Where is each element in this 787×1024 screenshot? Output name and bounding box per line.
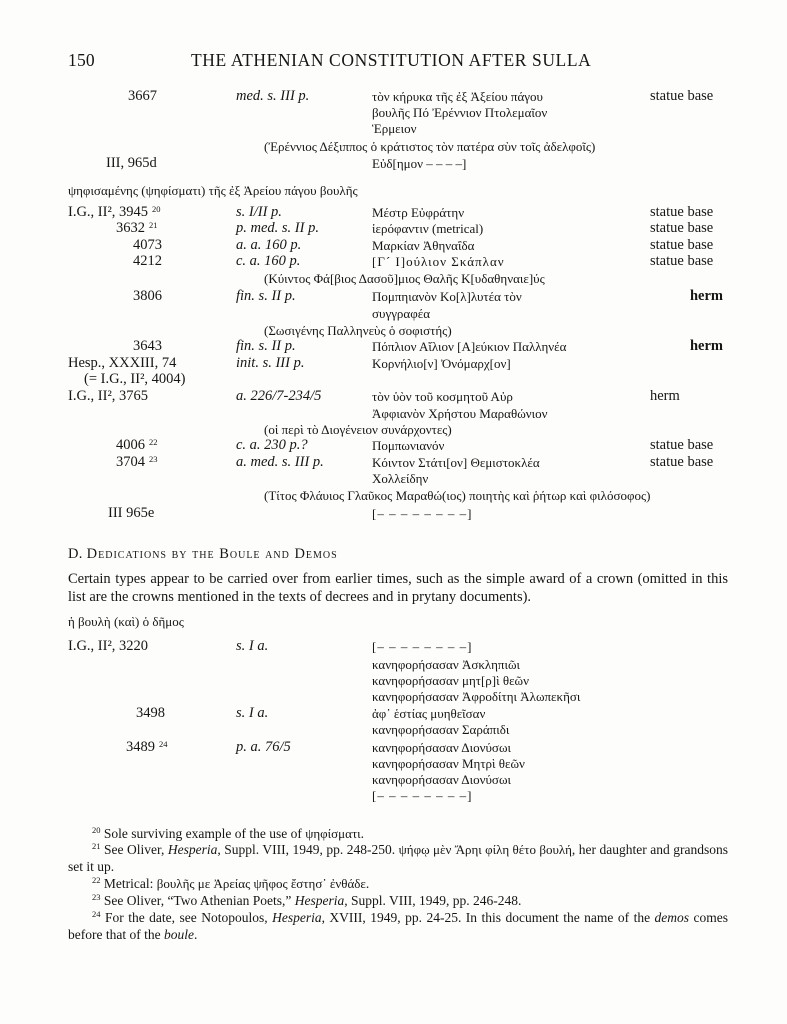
entry-row [0, 688, 787, 705]
section-paragraph: Certain types appear to be carried over from earlier times, such as the simple award of a crown (omitted in this list are the crowns mentioned in the texts of decrees and in prytany documents). [68, 571, 728, 605]
entry-row [0, 138, 787, 155]
inscription-ref: 4212 [133, 253, 162, 269]
date-range: a. a. 160 p. [236, 237, 302, 253]
greek-text: κανηφορήσασαν μητ[ρ]ὶ θεῶν [372, 673, 529, 688]
inscription-ref: I.G., II², 3220 [68, 638, 149, 654]
monument-type: herm [689, 288, 723, 304]
running-title: THE ATHENIAN CONSTITUTION AFTER SULLA [191, 50, 592, 70]
subheading-psephismati: ψηφισαμένης (ψηφίσματι) τῆς ἐξ Ἀρείου πάγου βουλῆς [68, 183, 358, 198]
greek-text: κανηφορήσασαν Ἀφροδίτηι Ἀλωπεκῆσι [372, 689, 581, 704]
entry-row [0, 355, 787, 372]
inscription-ref: Hesp., XXXIII, 74 [68, 355, 177, 371]
footnote [68, 906, 728, 943]
greek-text: Εὐδ[ημον – – – –] [372, 156, 467, 171]
inscription-ref: 3632 [116, 220, 145, 236]
entry-row [0, 155, 787, 172]
footnote-text: , Suppl. VIII, 1949, pp. 246-248. [344, 893, 522, 908]
entry-row [0, 388, 787, 405]
entry-row [0, 120, 787, 137]
footnote-text: Hesperia [294, 893, 345, 908]
monument-type: statue base [650, 237, 714, 253]
greek-text: κανηφορήσασαν Διονύσωι [372, 772, 511, 787]
date-range: a. 226/7-234/5 [236, 388, 322, 404]
footnote-text: . [360, 826, 365, 841]
date-range: c. a. 160 p. [236, 253, 301, 269]
inscription-ref: 3806 [133, 288, 162, 304]
date-range: fin. s. II p. [236, 288, 296, 304]
greek-text: [– – – – – – – –] [372, 639, 473, 654]
footnote-text: Hesperia [272, 910, 322, 925]
greek-text: κανηφορήσασαν Διονύσωι [372, 740, 511, 755]
footnote-text: For the date, see Notopoulos, [104, 910, 273, 925]
footnote-mark: 24 [92, 909, 101, 919]
footnote-mark: 22 [92, 875, 101, 885]
footnote [68, 838, 728, 875]
entry-row [0, 755, 787, 772]
entry-row [0, 421, 787, 438]
footnote-ref: 21 [149, 220, 158, 230]
greek-text: κανηφορήσασαν Ἀσκληπιῶι [372, 657, 521, 672]
entry-row [0, 305, 787, 322]
dedicator-line: (Τίτος Φλάυιος Γλαῦκος Μαραθώ(ιος) ποιητὴς καὶ ῥήτωρ καὶ φιλόσοφος) [264, 488, 651, 503]
monument-type: statue base [650, 88, 714, 104]
date-range: p. med. s. II p. [236, 220, 319, 236]
monument-type: herm [650, 388, 680, 404]
greek-text: [Γ´ Ι]ούλιον Σκάπλαν [372, 254, 505, 269]
greek-text: συγγραφέα [372, 306, 431, 321]
greek-text: Ἀφφιανὸν Χρήστου Μαραθώνιον [372, 406, 548, 421]
monument-type: statue base [650, 437, 714, 453]
footnote-ref: 23 [149, 454, 158, 464]
entry-row [0, 437, 787, 454]
greek-text: ἱερόφαντιν (metrical) [372, 221, 484, 236]
inscription-ref: 3498 [136, 705, 165, 721]
greek-text: Μέστρ Εὐφράτην [372, 205, 465, 220]
entry-row [0, 253, 787, 270]
greek-text: Κόιντον Στάτι[ον] Θεμιστοκλέα [372, 455, 540, 470]
entry-row [0, 487, 787, 504]
entry-row [0, 270, 787, 287]
footnote-text: βουλῆς με Ἀρείας ψῆφος ἔστησ᾽ ἐνθάδε [156, 876, 366, 891]
inscription-ref: III 965e [108, 505, 155, 521]
greek-text: τὸν ὑὸν τοῦ κοσμητοῦ Αὐρ [372, 389, 513, 404]
greek-text: Πομπωνιανόν [372, 438, 445, 453]
footnote-mark: 21 [92, 841, 101, 851]
greek-text: Πομπηιανὸν Κο[λ]λυτέα τὸν [372, 289, 522, 304]
entry-row [0, 322, 787, 339]
greek-text: Μαρκίαν Ἀθηναΐδα [372, 238, 475, 253]
dedicator-line: (οἱ περὶ τὸ Διογένειον συνάρχοντες) [264, 422, 452, 437]
inscription-ref: 4006 [116, 437, 145, 453]
entry-row [0, 88, 787, 105]
entry-row [0, 705, 787, 722]
entry-row [0, 371, 787, 388]
footnote-text: See Oliver, “Two Athenian Poets,” [103, 893, 295, 908]
footnote-ref: 20 [152, 204, 161, 214]
footnote-text: . [365, 876, 370, 891]
greek-text: κανηφορήσασαν Μητρὶ θεῶν [372, 756, 525, 771]
footnote-text: Metrical: [103, 876, 157, 891]
footnote-text: Hesperia [167, 842, 218, 857]
monument-type: statue base [650, 220, 714, 236]
footnote-text: See Oliver, [104, 842, 168, 857]
footnote-text: , XVIII, 1949, pp. 24-25. In this document the name of the [321, 910, 655, 925]
monument-type: statue base [650, 454, 714, 470]
date-range: init. s. III p. [236, 355, 305, 371]
date-range: s. I/II p. [236, 204, 282, 220]
inscription-ref: (= I.G., II², 4004) [84, 371, 186, 387]
footnote-text: , her daughter and grandsons set it up. [68, 842, 728, 874]
date-range: c. a. 230 p.? [236, 437, 308, 453]
footnote-mark: 20 [92, 825, 101, 835]
greek-text: κανηφορήσασαν Σαράπιδι [372, 722, 510, 737]
page-number: 150 [68, 50, 95, 70]
section-letter: D. [68, 546, 83, 562]
section-heading [68, 546, 338, 563]
date-range: a. med. s. III p. [236, 454, 324, 470]
greek-text: ἀφ᾽ ἑστίας μυηθεῖσαν [372, 706, 486, 721]
entry-row [0, 739, 787, 756]
greek-text: Πόπλιον Αἴλιον [Α]εύκιον Παλληνέα [372, 339, 567, 354]
entry-row [0, 721, 787, 738]
entry-row [0, 787, 787, 804]
date-range: med. s. III p. [236, 88, 310, 104]
inscription-ref: 4073 [133, 237, 162, 253]
dedicator-line: (Κύιντος Φά[βιος Δασοῦ]μιος Θαλῆς Κ[υδαθηναιε]ύς [264, 271, 545, 286]
footnote-text: comes before that of the [68, 910, 729, 942]
date-range: s. I a. [236, 638, 269, 654]
footnote-mark: 23 [92, 892, 101, 902]
inscription-ref: 3489 [126, 739, 155, 755]
greek-text: Ἑρμειον [372, 121, 417, 136]
date-range: s. I a. [236, 705, 269, 721]
footnote-text: Sole surviving example of the use of [103, 826, 306, 841]
footnote-text: , Suppl. VIII, 1949, pp. 248-250. [217, 842, 399, 857]
footnote-text: ψηφίσματι [305, 826, 361, 841]
greek-text: Χολλείδην [372, 471, 429, 486]
entry-row [0, 204, 787, 221]
inscription-ref: 3667 [128, 88, 157, 104]
entry-row [0, 638, 787, 655]
entry-row [0, 338, 787, 355]
monument-type: statue base [650, 204, 714, 220]
inscription-ref: III, 965d [106, 155, 157, 171]
entry-row [0, 220, 787, 237]
monument-type: statue base [650, 253, 714, 269]
subheading-boule-demos: ἡ βουλὴ (καὶ) ὁ δῆμος [68, 614, 184, 629]
entry-row [0, 771, 787, 788]
monument-type: herm [689, 338, 723, 354]
footnote-text: . [193, 927, 198, 942]
inscription-ref: 3704 [116, 454, 145, 470]
dedicator-line: (Ἐρέννιος Δέξιππος ὁ κράτιστος τὸν πατέρα σὺν τοῖς ἀδελφοῖς) [264, 139, 596, 154]
footnote-ref: 22 [149, 437, 158, 447]
greek-text: Κορνήλιο[ν] Ὀνόμαρχ[ον] [372, 356, 511, 371]
entry-row [0, 470, 787, 487]
entry-row [0, 104, 787, 121]
entry-row [0, 505, 787, 522]
entry-row [0, 237, 787, 254]
footnote-text: boule [163, 927, 194, 942]
greek-text: τὸν κήρυκα τῆς ἐξ Ἀξείου πάγου [372, 89, 543, 104]
footnote-ref: 24 [159, 739, 168, 749]
dedicator-line: (Σωσιγένης Παλληνεὺς ὁ σοφιστής) [264, 323, 452, 338]
inscription-ref: I.G., II², 3765 [68, 388, 149, 404]
entry-row [0, 672, 787, 689]
inscription-ref: I.G., II², 3945 [68, 204, 149, 220]
entry-row [0, 288, 787, 305]
date-range: fin. s. II p. [236, 338, 296, 354]
greek-text: βουλῆς Πό Ἐρέννιον Πτολεμαῖον [372, 105, 548, 120]
entry-row [0, 656, 787, 673]
entry-row [0, 405, 787, 422]
entry-row [0, 454, 787, 471]
greek-text: [– – – – – – – –] [372, 788, 473, 803]
date-range: p. a. 76/5 [236, 739, 291, 755]
greek-text: [– – – – – – – –] [372, 506, 473, 521]
inscription-ref: 3643 [133, 338, 162, 354]
section-title: Dedications by the Boule and Demos [86, 546, 338, 562]
footnote-text: demos [654, 910, 690, 925]
footnote-text: ψήφῳ μὲν Ἄρηι φίλη θέτο βουλή [398, 842, 572, 857]
